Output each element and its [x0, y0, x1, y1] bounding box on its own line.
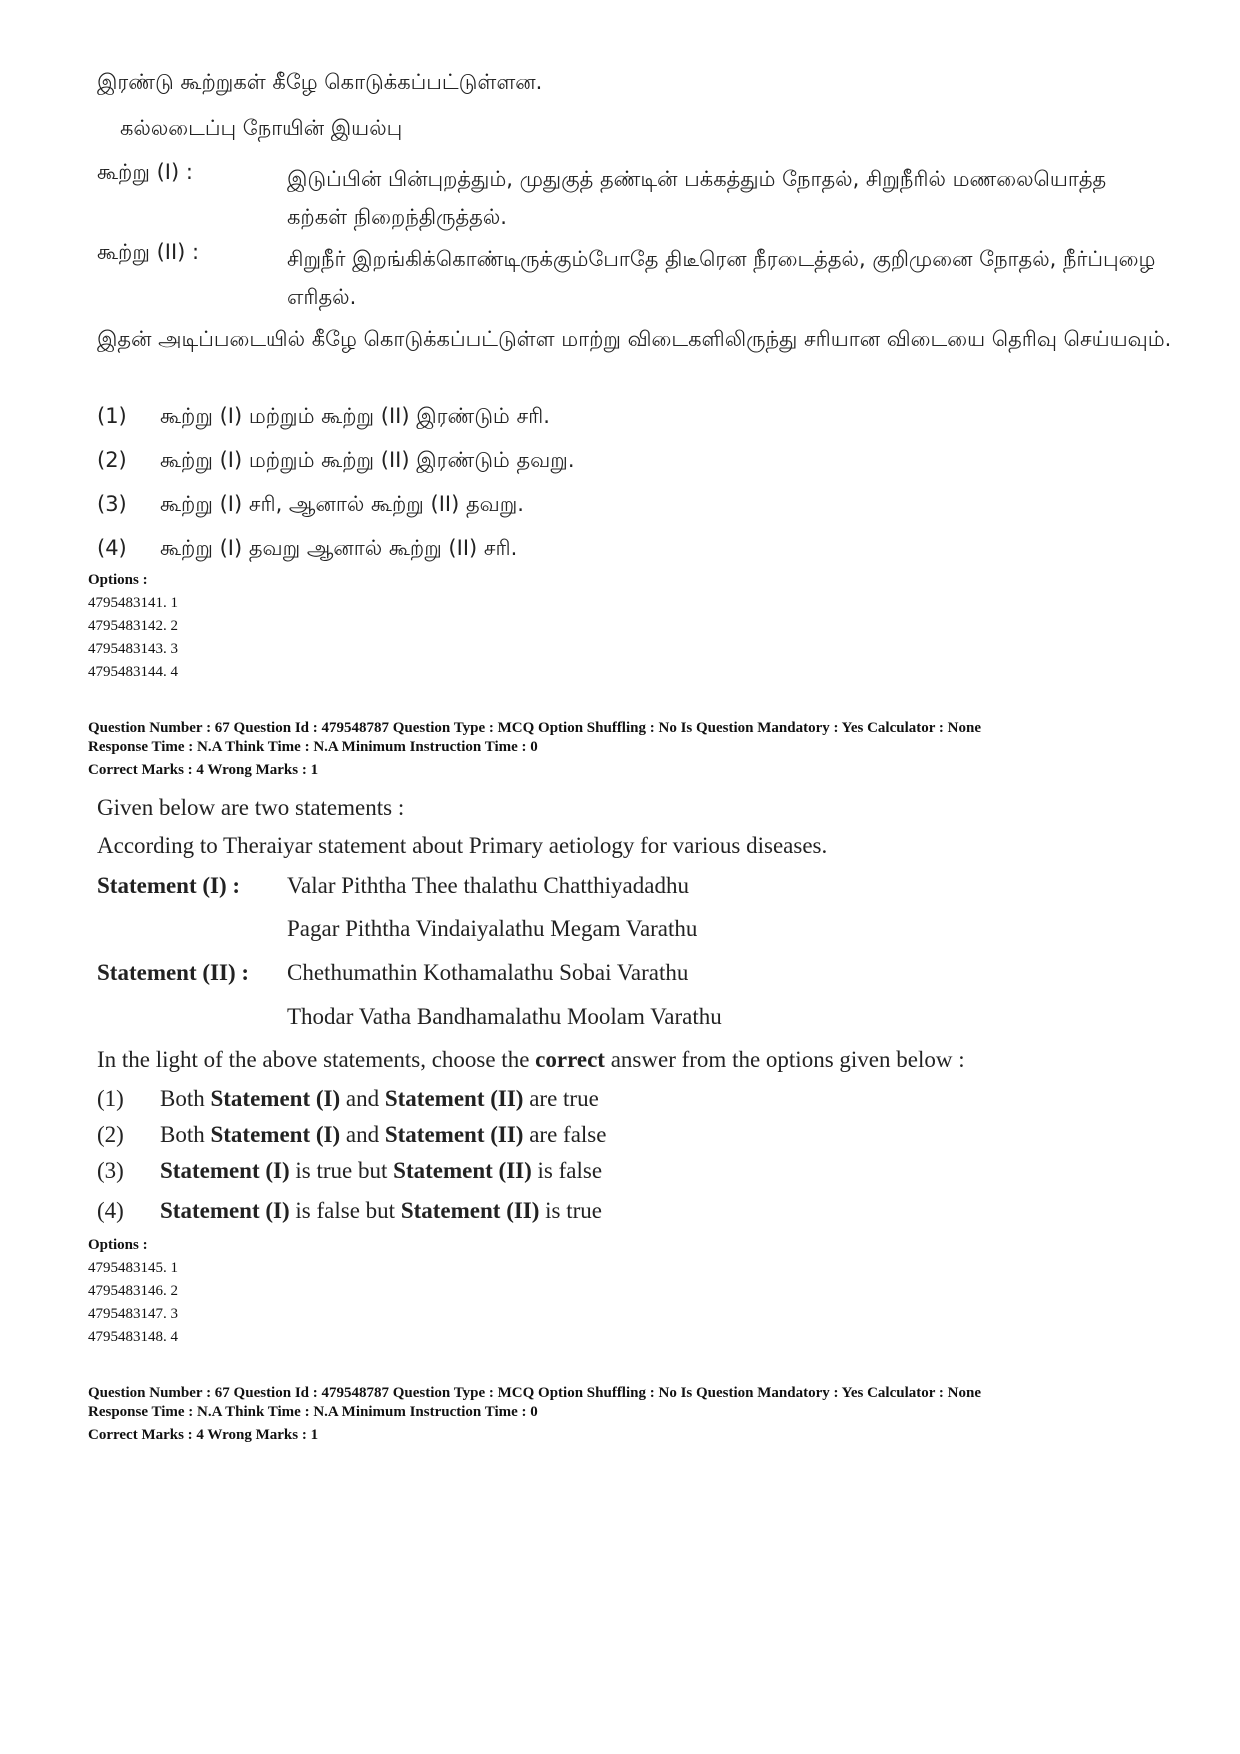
- tamil-choice-number: (3): [97, 492, 127, 516]
- tamil-topic: கல்லடைப்பு நோயின் இயல்பு: [120, 116, 403, 140]
- option-id: 4795483145. 1: [88, 1260, 178, 1276]
- options-heading: Options :: [88, 572, 148, 588]
- tamil-statement-1-text: இடுப்பின் பின்புறத்தும், முதுகுத் தண்டின் பக்கத்தும் நோதல், சிறுநீரில் மணலையொத்த கற்கள் நிறைந்திருத்தல்.: [287, 167, 1107, 229]
- tamil-statement-1-label: கூற்று (I) :: [97, 160, 193, 184]
- english-choice-number: (4): [97, 1198, 124, 1223]
- option-id: 4795483142. 2: [88, 618, 178, 634]
- tamil-choice-text: கூற்று (I) சரி, ஆனால் கூற்று (II) தவறு.: [160, 492, 524, 516]
- english-statement-1-line-1: Valar Piththa Thee thalathu Chatthiyadadhu: [287, 873, 689, 898]
- tamil-choice-number: (1): [97, 404, 127, 428]
- option-id: 4795483147. 3: [88, 1306, 178, 1322]
- option-id: 4795483143. 3: [88, 641, 178, 657]
- english-statement-1-line-2: Pagar Piththa Vindaiyalathu Megam Varathu: [287, 916, 698, 941]
- question-meta-line: Question Number : 67 Question Id : 479548787 Question Type : MCQ Option Shuffling : No Is Question Mandatory : Yes Calculator : None: [88, 720, 981, 736]
- question-meta-line: Question Number : 67 Question Id : 479548787 Question Type : MCQ Option Shuffling : No Is Question Mandatory : Yes Calculator : None: [88, 1385, 981, 1401]
- english-context: According to Theraiyar statement about Primary aetiology for various diseases.: [97, 833, 828, 858]
- question-meta-line: Response Time : N.A Think Time : N.A Minimum Instruction Time : 0: [88, 1404, 538, 1420]
- english-choice-number: (3): [97, 1158, 124, 1183]
- english-intro: Given below are two statements :: [97, 795, 405, 820]
- tamil-intro: இரண்டு கூற்றுகள் கீழே கொடுக்கப்பட்டுள்ளன.: [97, 70, 543, 94]
- tamil-choice-number: (2): [97, 448, 127, 472]
- english-choice-number: (1): [97, 1086, 124, 1111]
- question-meta-line: Correct Marks : 4 Wrong Marks : 1: [88, 1427, 319, 1443]
- english-choice-number: (2): [97, 1122, 124, 1147]
- english-choice-text: Statement (I) is true but Statement (II) is false: [160, 1158, 603, 1183]
- prompt-emphasis: correct: [535, 1047, 605, 1072]
- option-id: 4795483141. 1: [88, 595, 178, 611]
- tamil-choice-text: கூற்று (I) தவறு ஆனால் கூற்று (II) சரி.: [160, 536, 518, 560]
- english-prompt: [97, 1047, 965, 1073]
- tamil-prompt: இதன் அடிப்படையில் கீழே கொடுக்கப்பட்டுள்ள மாற்று விடைகளிலிருந்து சரியான விடையை தெரிவு செய்யவும்.: [97, 327, 1172, 351]
- prompt-text: answer from the options given below :: [604, 1047, 965, 1072]
- option-id: 4795483144. 4: [88, 664, 178, 680]
- english-choice-text: Both Statement (I) and Statement (II) are true: [160, 1086, 599, 1111]
- english-statement-2-line-1: Chethumathin Kothamalathu Sobai Varathu: [287, 960, 689, 985]
- tamil-statement-2-text: சிறுநீர் இறங்கிக்கொண்டிருக்கும்போதே திடீரென நீரடைத்தல், குறிமுனை நோதல், நீர்ப்புழை எரிதல்.: [287, 247, 1156, 309]
- question-meta-line: Correct Marks : 4 Wrong Marks : 1: [88, 762, 319, 778]
- prompt-text: In the light of the above statements, choose the: [97, 1047, 536, 1072]
- tamil-choice-text: கூற்று (I) மற்றும் கூற்று (II) இரண்டும் சரி.: [160, 404, 550, 428]
- english-choice-text: Statement (I) is false but Statement (II) is true: [160, 1198, 603, 1223]
- english-statement-2-label: Statement (II) :: [97, 960, 250, 985]
- option-id: 4795483148. 4: [88, 1329, 178, 1345]
- tamil-choice-text: கூற்று (I) மற்றும் கூற்று (II) இரண்டும் தவறு.: [160, 448, 575, 472]
- english-statement-2-line-2: Thodar Vatha Bandhamalathu Moolam Varathu: [287, 1004, 722, 1029]
- tamil-choice-number: (4): [97, 536, 127, 560]
- question-meta-line: Response Time : N.A Think Time : N.A Minimum Instruction Time : 0: [88, 739, 538, 755]
- english-statement-1-label: Statement (I) :: [97, 873, 241, 898]
- option-id: 4795483146. 2: [88, 1283, 178, 1299]
- english-choice-text: Both Statement (I) and Statement (II) are false: [160, 1122, 607, 1147]
- tamil-statement-2-label: கூற்று (II) :: [97, 240, 200, 264]
- options-heading: Options :: [88, 1237, 148, 1253]
